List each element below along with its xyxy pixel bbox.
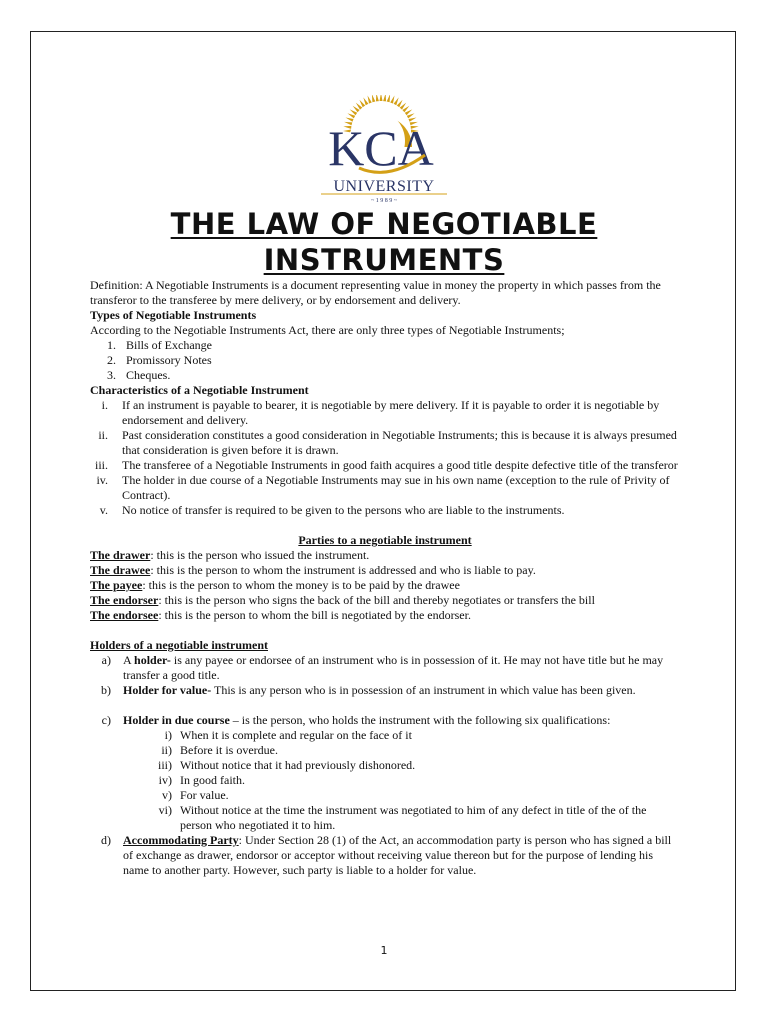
types-intro: According to the Negotiable Instruments Act, there are only three types of Negotiable Instruments; xyxy=(90,323,565,337)
holders-list-d xyxy=(90,833,680,878)
party-drawer: The drawer: this is the person who issued the instrument. xyxy=(90,548,370,562)
holder-item-a: a) A holder- is any payee or endorsee of an instrument who is in possession of it. He may not have title but he may transfer a good title. xyxy=(101,653,664,682)
characteristics-list xyxy=(90,398,680,518)
title-line-2: INSTRUMENTS xyxy=(263,243,505,277)
holder-item-d: d) Accommodating Party: Under Section 28 (1) of the Act, an accommodation party is person who has signed a bill of exchange as drawer, endorsor or acceptor without receiving value thereon but for the purpose of lending his name to another party. However, such party is liable to a holder for value. xyxy=(101,833,672,877)
party-endorser: The endorser: this is the person who signs the back of the bill and thereby negotiates or transfers the bill xyxy=(90,593,595,607)
logo-letters: KCA xyxy=(328,120,434,176)
definition-paragraph: Definition: A Negotiable Instruments is a document representing value in money the property in which passes from the transferor to the transferee by mere delivery, or by endorsement and delivery. xyxy=(90,278,661,307)
list-item: 3. Cheques. xyxy=(107,368,171,382)
types-list xyxy=(90,338,680,383)
list-item: v) For value. xyxy=(162,788,229,802)
party-drawee: The drawee: this is the person to whom the instrument is addressed and who is liable to pay. xyxy=(90,563,536,577)
qualifications-list xyxy=(90,728,680,833)
kca-university-logo xyxy=(319,95,449,205)
page-number: 1 xyxy=(380,944,388,957)
list-item: v. No notice of transfer is required to be given to the persons who are liable to the instruments. xyxy=(99,503,565,517)
list-item: iii. The transferee of a Negotiable Instruments in good faith acquires a good title despite defective title of the transferor xyxy=(94,458,678,472)
list-item: iv) In good faith. xyxy=(158,773,245,787)
party-endorsee: The endorsee: this is the person to whom the bill is negotiated by the endorser. xyxy=(90,608,471,622)
document-body xyxy=(90,278,680,878)
types-heading: Types of Negotiable Instruments xyxy=(90,308,257,322)
logo-subtitle: UNIVERSITY xyxy=(333,178,435,195)
title-line-1: THE LAW OF NEGOTIABLE xyxy=(170,207,598,241)
holders-heading: Holders of a negotiable instrument xyxy=(90,638,268,652)
characteristics-heading: Characteristics of a Negotiable Instrument xyxy=(90,383,309,397)
holder-item-b: b) Holder for value- This is any person who is in possession of an instrument in which value has been given. xyxy=(101,683,636,697)
list-item: 2. Promissory Notes xyxy=(107,353,212,367)
list-item: 1. Bills of Exchange xyxy=(107,338,212,352)
document-title xyxy=(90,206,678,278)
list-item: ii. Past consideration constitutes a good consideration in Negotiable Instruments; this is because it is always presumed that consideration is given before it is drawn. xyxy=(98,428,677,457)
list-item: iv. The holder in due course of a Negotiable Instruments may sue in his own name (exception to the rule of Privity of Contract). xyxy=(96,473,670,502)
list-item: iii) Without notice that it had previously dishonored. xyxy=(158,758,416,772)
list-item: ii) Before it is overdue. xyxy=(161,743,278,757)
holders-list-c xyxy=(90,713,680,728)
holders-list xyxy=(90,653,680,698)
parties-heading: Parties to a negotiable instrument xyxy=(298,533,472,547)
list-item: i. If an instrument is payable to bearer, it is negotiable by mere delivery. If it is payable to order it is negotiable by endorsement and delivery. xyxy=(101,398,660,427)
list-item: i) When it is complete and regular on the face of it xyxy=(164,728,412,742)
logo-year: ~ 1 9 8 9 ~ xyxy=(371,198,397,204)
party-payee: The payee: this is the person to whom the money is to be paid by the drawee xyxy=(90,578,460,592)
list-item: vi) Without notice at the time the instrument was negotiated to him of any defect in title of the of the person who negotiated it to him. xyxy=(158,803,647,832)
holder-item-c: c) Holder in due course – is the person, who holds the instrument with the following six qualifications: xyxy=(101,713,611,727)
